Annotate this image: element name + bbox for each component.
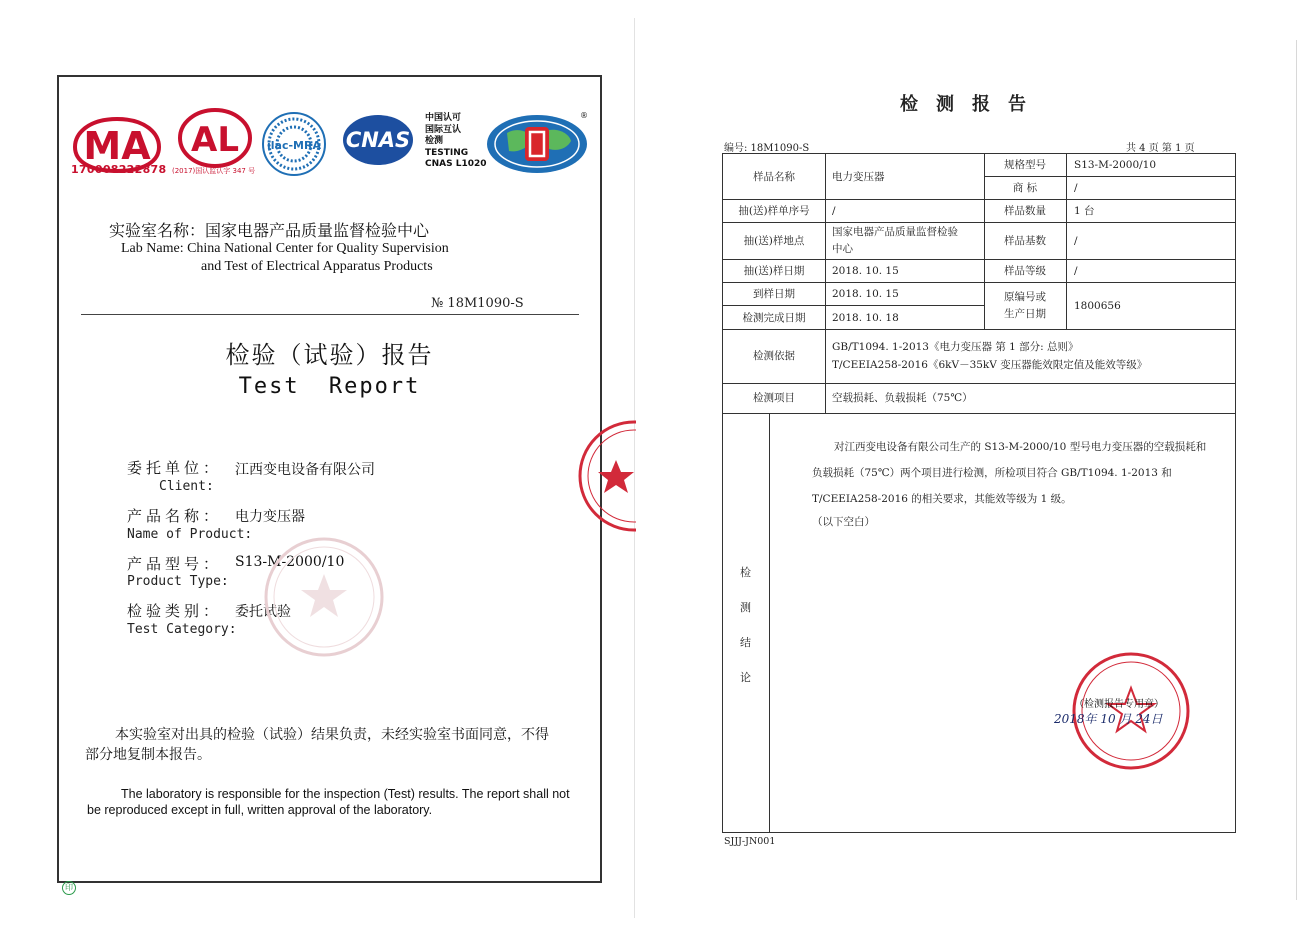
ilac-mark: ilac-MRA xyxy=(267,139,321,152)
production-date-label: 生产日期 xyxy=(1004,308,1046,320)
print-badge: 印 xyxy=(62,881,76,895)
ilac-mra-logo xyxy=(261,111,327,177)
sample-name-value: 电力变压器 xyxy=(832,171,885,183)
sampling-location-label: 抽(送)样地点 xyxy=(743,235,805,247)
conclusion-text: 对江西变电设备有限公司生产的 S13-M-2000/10 型号电力变压器的空载损耗和负载损耗（75℃）两个项目进行检测，所检项目符合 GB/T1094. 1-2013 和 T/CEEIA258-2016 的相关要求，其能效等级为 1 级。 xyxy=(812,441,1207,505)
sampling-location-value-cont: 中心 xyxy=(832,243,853,255)
cma-mark: MA xyxy=(83,124,151,168)
cal-mark: AL xyxy=(191,120,239,160)
report-title-chinese: 检验（试验）报告 xyxy=(225,341,434,369)
lab-name-chinese: 实验室名称：国家电器产品质量监督检验中心 xyxy=(109,221,430,240)
trademark-value: / xyxy=(1074,182,1078,194)
product-type-label: 产品型号： xyxy=(127,555,223,573)
blank-below-note: （以下空白） xyxy=(812,516,875,528)
trademark-label: 商 标 xyxy=(1012,182,1038,194)
row-divider xyxy=(722,199,1236,200)
stamp-caption: （检测报告专用章） xyxy=(1074,699,1164,710)
client-label-english: Client: xyxy=(159,479,214,494)
test-category-label-english: Test Category: xyxy=(127,622,237,637)
sample-quantity-label: 样品数量 xyxy=(1004,205,1046,217)
sample-serial-value: / xyxy=(832,205,836,217)
report-number: № 18M1090-S xyxy=(431,296,524,311)
report-cover xyxy=(57,75,602,883)
cnas-caption xyxy=(425,113,487,171)
test-category-value: 委托试验 xyxy=(235,604,291,620)
completion-date-value: 2018. 10. 18 xyxy=(832,312,899,324)
row-divider xyxy=(984,176,1236,177)
product-type-value: S13-M-2000/10 xyxy=(235,554,345,570)
red-seal-edge xyxy=(556,416,636,536)
test-items-value: 空载损耗、负载损耗（75℃） xyxy=(832,392,973,404)
sample-quantity-value: 1 台 xyxy=(1074,205,1095,217)
product-name-value: 电力变压器 xyxy=(235,509,305,525)
row-divider xyxy=(722,383,1236,384)
column-divider xyxy=(1066,153,1067,329)
row-divider xyxy=(722,413,1236,414)
test-category-label: 检验类别： xyxy=(127,602,223,620)
sample-base-value: / xyxy=(1074,235,1078,247)
report-title-english: Test Report xyxy=(238,374,421,399)
cnas-mark: CNAS xyxy=(345,128,411,152)
cnas-caption-line: 检测 xyxy=(425,136,444,146)
completion-date-label: 检测完成日期 xyxy=(742,312,806,324)
conclusion-label-char: 结 xyxy=(740,636,751,649)
sample-serial-label: 抽(送)样单序号 xyxy=(738,205,810,217)
row-divider xyxy=(722,259,1236,260)
sample-name-label: 样品名称 xyxy=(753,171,795,183)
disclaimer-english: The laboratory is responsible for the inspection (Test) results. The report shall not be reproduced except in full, written approval of the laboratory. xyxy=(87,787,570,817)
disclaimer-chinese: 本实验室对出具的检验（试验）结果负责，未经实验室书面同意，不得部分地复制本报告。 xyxy=(85,727,549,763)
test-basis-standard-1: GB/T1094. 1-2013《电力变压器 第 1 部分: 总则》 xyxy=(832,341,1079,353)
row-divider xyxy=(722,222,1236,223)
sampling-date-value: 2018. 10. 15 xyxy=(832,265,899,277)
spec-value: S13-M-2000/10 xyxy=(1074,159,1157,171)
signed-date: 2018年 10 月 24日 xyxy=(1054,712,1163,726)
cnas-caption-line: TESTING xyxy=(425,147,469,158)
product-name-label-english: Name of Product: xyxy=(127,527,253,542)
cqc-globe-logo xyxy=(485,113,589,175)
client-value: 江西变电设备有限公司 xyxy=(235,462,375,478)
cma-number: 170008222878 xyxy=(71,163,167,176)
cal-number: (2017)国认监认字 347 号 xyxy=(172,167,256,175)
cnas-logo xyxy=(341,113,415,167)
sampling-location-value: 国家电器产品质量监督检验 xyxy=(832,226,958,238)
row-divider xyxy=(722,305,984,306)
cnas-caption-line: CNAS L1020 xyxy=(425,159,487,169)
registered-mark: ® xyxy=(580,111,588,120)
test-basis-standard-2: T/CEEIA258-2016《6kV－35kV 变压器能效限定值及能效等级》 xyxy=(832,359,1148,371)
column-divider xyxy=(825,153,826,413)
test-items-label: 检测项目 xyxy=(753,392,795,404)
conclusion-label-char: 检 xyxy=(740,566,751,579)
lab-name-english: Lab Name: China National Center for Quality Supervision xyxy=(121,241,449,256)
lab-name-english-cont: and Test of Electrical Apparatus Products xyxy=(201,259,433,274)
sample-grade-value: / xyxy=(1074,265,1078,277)
faint-seal-watermark xyxy=(259,532,389,662)
test-basis-label: 检测依据 xyxy=(753,350,795,362)
cnas-caption-line: 国际互认 xyxy=(425,124,462,135)
product-name-label: 产品名称： xyxy=(127,507,223,525)
report-page-title: 检测报告 xyxy=(900,94,1044,115)
client-label: 委托单位： xyxy=(127,459,223,477)
form-code: SJJJ-JN001 xyxy=(724,836,776,847)
arrival-date-label: 到样日期 xyxy=(753,288,795,300)
column-divider xyxy=(769,413,770,833)
conclusion-label-char: 论 xyxy=(740,671,751,684)
page-count: 共 4 页 第 1 页 xyxy=(1126,143,1195,154)
page-edge xyxy=(1296,40,1297,900)
header-divider xyxy=(81,314,579,315)
arrival-date-value: 2018. 10. 15 xyxy=(832,288,899,300)
sample-grade-label: 样品等级 xyxy=(1004,265,1046,277)
cal-logo xyxy=(177,107,253,169)
product-type-label-english: Product Type: xyxy=(127,574,229,589)
report-page-number: 编号: 18M1090-S xyxy=(724,143,810,154)
row-divider xyxy=(722,282,1236,283)
original-number-value: 1800656 xyxy=(1074,300,1121,312)
cnas-caption-line: 中国认可 xyxy=(425,113,462,123)
spec-label: 规格型号 xyxy=(1004,159,1046,171)
row-divider xyxy=(722,329,1236,330)
sampling-date-label: 抽(送)样日期 xyxy=(743,265,805,277)
conclusion-label-char: 测 xyxy=(740,601,751,614)
original-number-label: 原编号或 xyxy=(1004,291,1046,303)
sample-base-label: 样品基数 xyxy=(1004,235,1046,247)
